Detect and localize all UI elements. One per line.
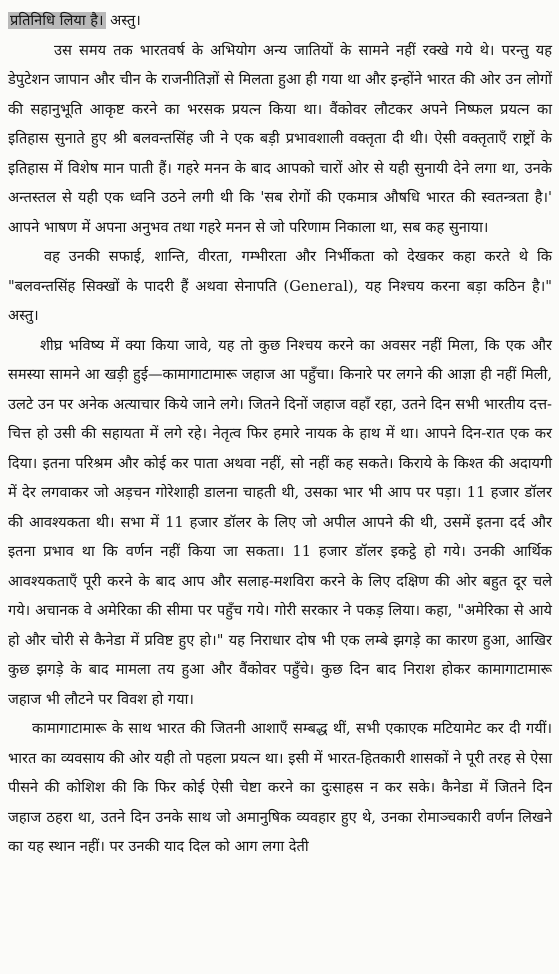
paragraph-komagata-maru: शीघ्र भविष्य में क्या किया जावे, यह तो कुछ निश्चय करने का अवसर नहीं मिला, कि एक और समस्या सामने आ खड़ी हुई—कामागाटामारू जहाज आ पहुँचा। किनारे पर लगने की आज्ञा ही नहीं मिली, उलटे उन पर अनेक अत्याचार किये जाने लगे। जितने दिनों जहाज वहाँ रहा, उतने दिन सभी भारतीय दत्त-चित्त हो उसी की सहायता में लगे रहे। नेतृत्व फिर हमारे नायक के हाथ में था। आपने दिन-रात एक कर दिया। इतना परिश्रम और कोई कर पाता अथवा नहीं, सो नहीं कह सकते। किराये के किश्त की अदायगी में देर लगवाकर जो अड़चन गोरेशाही डालना चाहती थी, उसका भार भी आप पर पड़ा। 11 हजार डॉलर की आवश्यकता थी। सभा में 11 हजार डॉलर के लिए जो अपील आपने की थी, उसमें इतना दर्द और इतना प्रभाव था कि वर्णन नहीं किया जा सकता। 11 हजार डॉलर इकट्ठे हो गये। उनकी आर्थिक आवश्यकताएँ पूरी करने के बाद आप और सलाह-मशविरा करने के लिए दक्षिण की ओर बहुत दूर चले गये। अचानक वे अमेरिका की सीमा पर पहुँच गये। गोरी सरकार ने पकड़ लिया। कहा, "अमेरिका से आये हो और चोरी से कैनेडा में प्रविष्ट हुए हो।" यह निराधार दोष भी एक लम्बे झगड़े का कारण हुआ, आखिर कुछ झगड़े के बाद मामला तय हुआ और वैंकोवर पहुँचे। कुछ दिन बाद निराश होकर कामागाटामारू जहाज भी लौटने पर विवश हो गया। xyxy=(8,336,552,708)
paragraph-deputation: उस समय तक भारतवर्ष के अभियोग अन्य जातियों के सामने नहीं रक्खे गये थे। परन्तु यह डेपुटेशन जापान और चीन के राजनीतिज्ञों से मिलता हुआ ही गया था और इन्होंने भारत की ओर उन लोगों की सहानुभूति आकृष्ट करने का भरसक प्रयत्न किया था। वैंकोवर लौटकर अपने निष्फल प्रयत्न का इतिहास सुनाते हुए श्री बलवन्तसिंह जी ने एक बड़ी प्रभावशाली वक्तृता दी थी। ऐसी वक्तृताएँ राष्ट्रों के इतिहास में विशेष मान पाती हैं। गहरे मनन के बाद आपको चारों ओर से यही सुनायी देने लगा था, उनके अन्तस्तल से यही एक ध्वनि उठने लगी थी कि 'सब रोगों की एकमात्र औषधि भारत की स्वतन्त्रता है।' आपने भाषण में अपना अनुभव तथा गहरे मनन से जो परिणाम निकाला था, सब कह सुनाया। xyxy=(8,41,552,236)
paragraph-text: अस्तु। xyxy=(105,12,141,29)
highlighted-fragment: प्रतिनिधि लिया है। xyxy=(10,12,104,29)
paragraph-opening-fragment xyxy=(8,6,552,36)
paragraph-general: वह उनकी सफाई, शान्ति, वीरता, गम्भीरता और निर्भीकता को देखकर कहा करते थे कि "बलवन्तसिंह सिक्खों के पादरी हैं अथवा सेनापति (General), यह निश्चय करना बड़ा कठिन है।" अस्तु। xyxy=(8,248,552,324)
paragraph-hopes-crushed: कामागाटामारू के साथ भारत की जितनी आशाएँ सम्बद्ध थीं, सभी एकाएक मटियामेट कर दी गयीं। भारत का व्यवसाय की ओर यही तो पहला प्रयत्न था। इसी में भारत-हितकारी शासकों ने पूरी तरह से ऐसा पीसने की कोशिश की कि फिर कोई ऐसी चेष्टा करने का दुःसाहस न कर सके। कैनेडा में जितने दिन जहाज ठहरा था, उतने दिन उनके साथ जो अमानुषिक व्यवहार हुए थे, उनका रोमाञ्चकारी वर्णन लिखने का यह स्थान नहीं। पर उनकी याद दिल को आग लगा देती xyxy=(8,720,552,855)
